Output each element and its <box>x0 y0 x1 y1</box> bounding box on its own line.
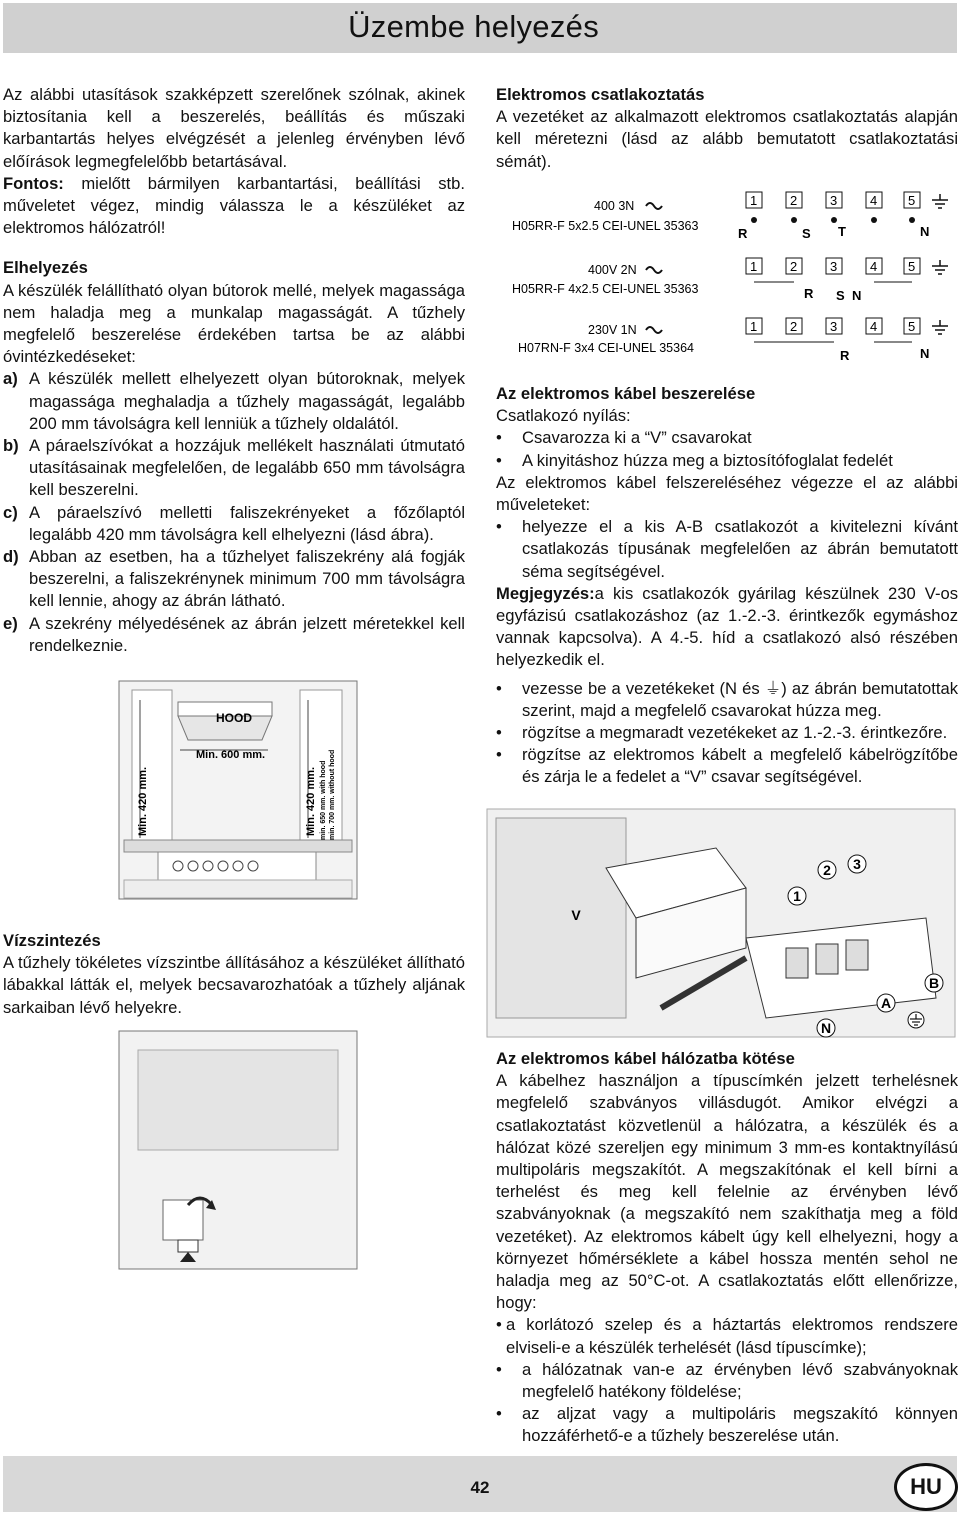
min-420-right-label: Min. 420 mm. <box>305 766 317 836</box>
placement-text: A készülék felállítható olyan bútorok mellé, melyek magassága nem haladja meg a munkalap magasságát. A tűzhely megfelelő beszerelése érdekében tartsa be az alábbi óvintézkedéseket: <box>3 280 465 367</box>
scheme-3-voltage: 230V 1N <box>588 323 637 337</box>
page-title: Üzembe helyezés <box>348 9 599 44</box>
language-badge: HU <box>894 1463 958 1511</box>
svg-text:N: N <box>920 346 930 361</box>
note-paragraph <box>496 583 958 672</box>
levelling-heading: Vízszintezés <box>3 931 101 950</box>
scheme-1-terminals <box>738 192 929 241</box>
svg-text:R: R <box>804 286 814 301</box>
svg-text:4: 4 <box>870 259 878 274</box>
svg-text:N: N <box>920 224 930 239</box>
screw-v-label: V <box>571 907 581 923</box>
warning-label: Fontos: <box>3 173 64 193</box>
list-item: • rögzítse a megmaradt vezetékeket az 1.-2.-3. érintkezőre. <box>496 723 948 743</box>
hood-label: HOOD <box>216 711 252 725</box>
wiring-schemes <box>496 186 960 376</box>
svg-text:S: S <box>802 226 811 241</box>
list-item: • Csavarozza ki a “V” csavarokat <box>496 428 752 448</box>
list-item: • a korlátozó szelep és a háztartás elektromos rendszere elviseli-e a készülék terhelését (lásd típuscímke); <box>496 1315 958 1357</box>
min-600-label: Min. 600 mm. <box>196 749 266 761</box>
page-number: 42 <box>470 1478 490 1497</box>
grid-connection-section <box>496 1048 958 1448</box>
svg-text:3: 3 <box>830 193 838 208</box>
cable-subheading: Csatlakozó nyílás: <box>496 406 631 426</box>
list-item: • A kinyitáshoz húzza meg a biztosítófoglalat fedelét <box>496 450 893 470</box>
svg-text:5: 5 <box>908 259 916 274</box>
svg-text:5: 5 <box>908 193 916 208</box>
connector-a-label: A <box>880 995 892 1011</box>
svg-text:2: 2 <box>790 319 798 334</box>
warning-text: mielőtt bármilyen karbantartási, beállítási stb. műveletet végez, mindig válassza le a készüléket az elektromos hálózatról! <box>3 173 465 238</box>
svg-text:1: 1 <box>750 193 758 208</box>
grid-text: A kábelhez használjon a típuscímkén jelzett terhelésnek megfelelő szabványos villásdugót. Amikor elvégzi a csatlakoztatást közvetlenül a hálózatra, a készülék és a hálózat közé szereljen egy minimum 3 mm-es kontaktnyílású multipoláris megszakítót. A megszakítónak el kell bírni a terhelést és meg kell felelnie az érvényben lévő szabványoknak (a megszakító nem szakíthatja meg a föld vezetéket). Az elektromos kábelt úgy kell elhelyezni, hogy a környezet hőmérséklete a kábel hossza mentén sehol ne haladja meg az 50°C-ot. A csatlakoztatás előtt ellenőrizze, hogy: <box>496 1071 958 1313</box>
list-item: a) A készülék mellett elhelyezett olyan bútoroknak, melyek magassága meghaladja a tűzhely magasságát, legalább 200 mm távolságra kell lenniük a tűzhely oldalától. <box>3 369 465 433</box>
list-item: d) Abban az esetben, ha a tűzhelyet faliszekrény alá fogják beszerelni, a faliszekrénynek minimum 700 mm távolságra kell lennie, ahogy az ábrán látható. <box>3 547 465 611</box>
ac-icon <box>646 327 662 333</box>
list-item: b) A páraelszívókat a hozzájuk mellékelt használati útmutató utasításainak megfelelően, de legalább 650 mm távolságra kell beszerelni. <box>3 436 465 500</box>
list-item: • helyezze el a kis A-B csatlakozót a kivitelezni kívánt csatlakozás típusának megfelelően az ábrán bemutatott séma segítségével. <box>496 517 958 581</box>
electrical-section <box>496 84 958 173</box>
list-item: • az aljzat vagy a multipoláris megszakító könnyen hozzáférhető-e a tűzhely beszerelése után. <box>496 1404 958 1446</box>
terminal-1-label: 1 <box>793 888 801 904</box>
scheme-2-voltage: 400V 2N <box>588 263 637 277</box>
warning-paragraph <box>3 173 465 240</box>
cable-text: Az elektromos kábel felszereléséhez végezze el az alábbi műveleteket: <box>496 472 958 515</box>
scheme-1-cable: H05RR-F 5x2.5 CEI-UNEL 35363 <box>512 219 699 233</box>
min-420-left-label: Min. 420 mm. <box>137 766 149 836</box>
svg-text:4: 4 <box>870 193 878 208</box>
ac-icon <box>646 267 662 273</box>
svg-text:R: R <box>738 226 748 241</box>
grid-heading: Az elektromos kábel hálózatba kötése <box>496 1049 795 1068</box>
electrical-text: A vezetéket az alkalmazott elektromos csatlakoztatás alapján kell méretezni (lásd az alább bemutatott csatlakoztatási sémát). <box>496 107 958 171</box>
cable-heading: Az elektromos kábel beszerelése <box>496 384 756 403</box>
scheme-3-terminals <box>746 318 929 363</box>
svg-text:3: 3 <box>830 319 838 334</box>
scheme-2-cable: H05RR-F 4x2.5 CEI-UNEL 35363 <box>512 282 699 296</box>
terminal-2-label: 2 <box>823 862 831 878</box>
svg-text:2: 2 <box>790 193 798 208</box>
svg-text:R: R <box>840 348 850 363</box>
svg-text:2: 2 <box>790 259 798 274</box>
cable-install-section <box>496 383 958 789</box>
scheme-3-cable: H07RN-F 3x4 CEI-UNEL 35364 <box>518 341 694 355</box>
list-item: • a hálózatnak van-e az érvényben lévő szabványoknak megfelelő hatékony földelése; <box>496 1359 958 1402</box>
list-item: e) A szekrény mélyedésének az ábrán jelzett méretekkel kell rendelkeznie. <box>3 613 465 655</box>
list-item: • vezesse be a vezetékeket (N és ⏚) az ábrán bemutatottak szerint, majd a megfelelő csavarokat húzza meg. <box>496 678 958 720</box>
terminal-n-label: N <box>820 1020 832 1036</box>
electrical-heading: Elektromos csatlakoztatás <box>496 85 705 104</box>
svg-text:5: 5 <box>908 319 916 334</box>
levelling-text: A tűzhely tökéletes vízszintbe állításához a készüléket állítható lábakkal látták el, melyek becsavarozhatóak a tűzhely aljának sarkaiban lévő helyekre. <box>3 953 465 1017</box>
title-bar <box>3 3 957 53</box>
list-item: c) A páraelszívó melletti faliszekrényeket a főzőlaptól legalább 420 mm távolságra kell elhelyezni (lásd ábra). <box>3 502 465 544</box>
svg-text:3: 3 <box>830 259 838 274</box>
ground-icon <box>932 194 948 334</box>
terminal-block-diagram <box>486 808 956 1038</box>
installation-diagram <box>118 680 358 900</box>
svg-text:1: 1 <box>750 319 758 334</box>
left-column <box>3 84 465 657</box>
connector-b-label: B <box>928 975 940 991</box>
scheme-1-voltage: 400 3N <box>594 199 635 213</box>
svg-text:4: 4 <box>870 319 878 334</box>
terminal-3-label: 3 <box>853 856 861 872</box>
levelling-diagram <box>118 1030 358 1270</box>
levelling-section <box>3 930 465 1019</box>
ac-icon <box>646 203 662 209</box>
placement-heading: Elhelyezés <box>3 258 88 278</box>
svg-text:S: S <box>836 288 845 303</box>
without-hood-label: min. 700 mm. without hood <box>329 749 336 840</box>
with-hood-label: min. 650 mm. with hood <box>320 760 327 840</box>
intro-paragraph: Az alábbi utasítások szakképzett szerelőnek szólnak, akinek biztosítania kell a beszerelés, beállítás és műszaki karbantartás helyes elvégzését a jelenleg érvényben lévő előírások legmegfelelőbb betartásával. <box>3 85 465 171</box>
svg-text:1: 1 <box>750 259 758 274</box>
note-label: Megjegyzés: <box>496 583 595 603</box>
svg-text:T: T <box>838 224 846 239</box>
svg-text:N: N <box>852 288 862 303</box>
note-text: a kis csatlakozók gyárilag készülnek 230 V-os egyfázisú csatlakozáshoz (az 1.-2.-3. érintkezők egymáshoz vannak kapcsolva). A 4.-5. híd a csatlakozó alsó részében helyezkedik el. <box>496 583 958 670</box>
list-item: • rögzítse az elektromos kábelt a megfelelő kábelrögzítőbe és zárja le a fedelet a “V” csavar segítségével. <box>496 745 958 787</box>
scheme-2-terminals <box>746 258 920 303</box>
